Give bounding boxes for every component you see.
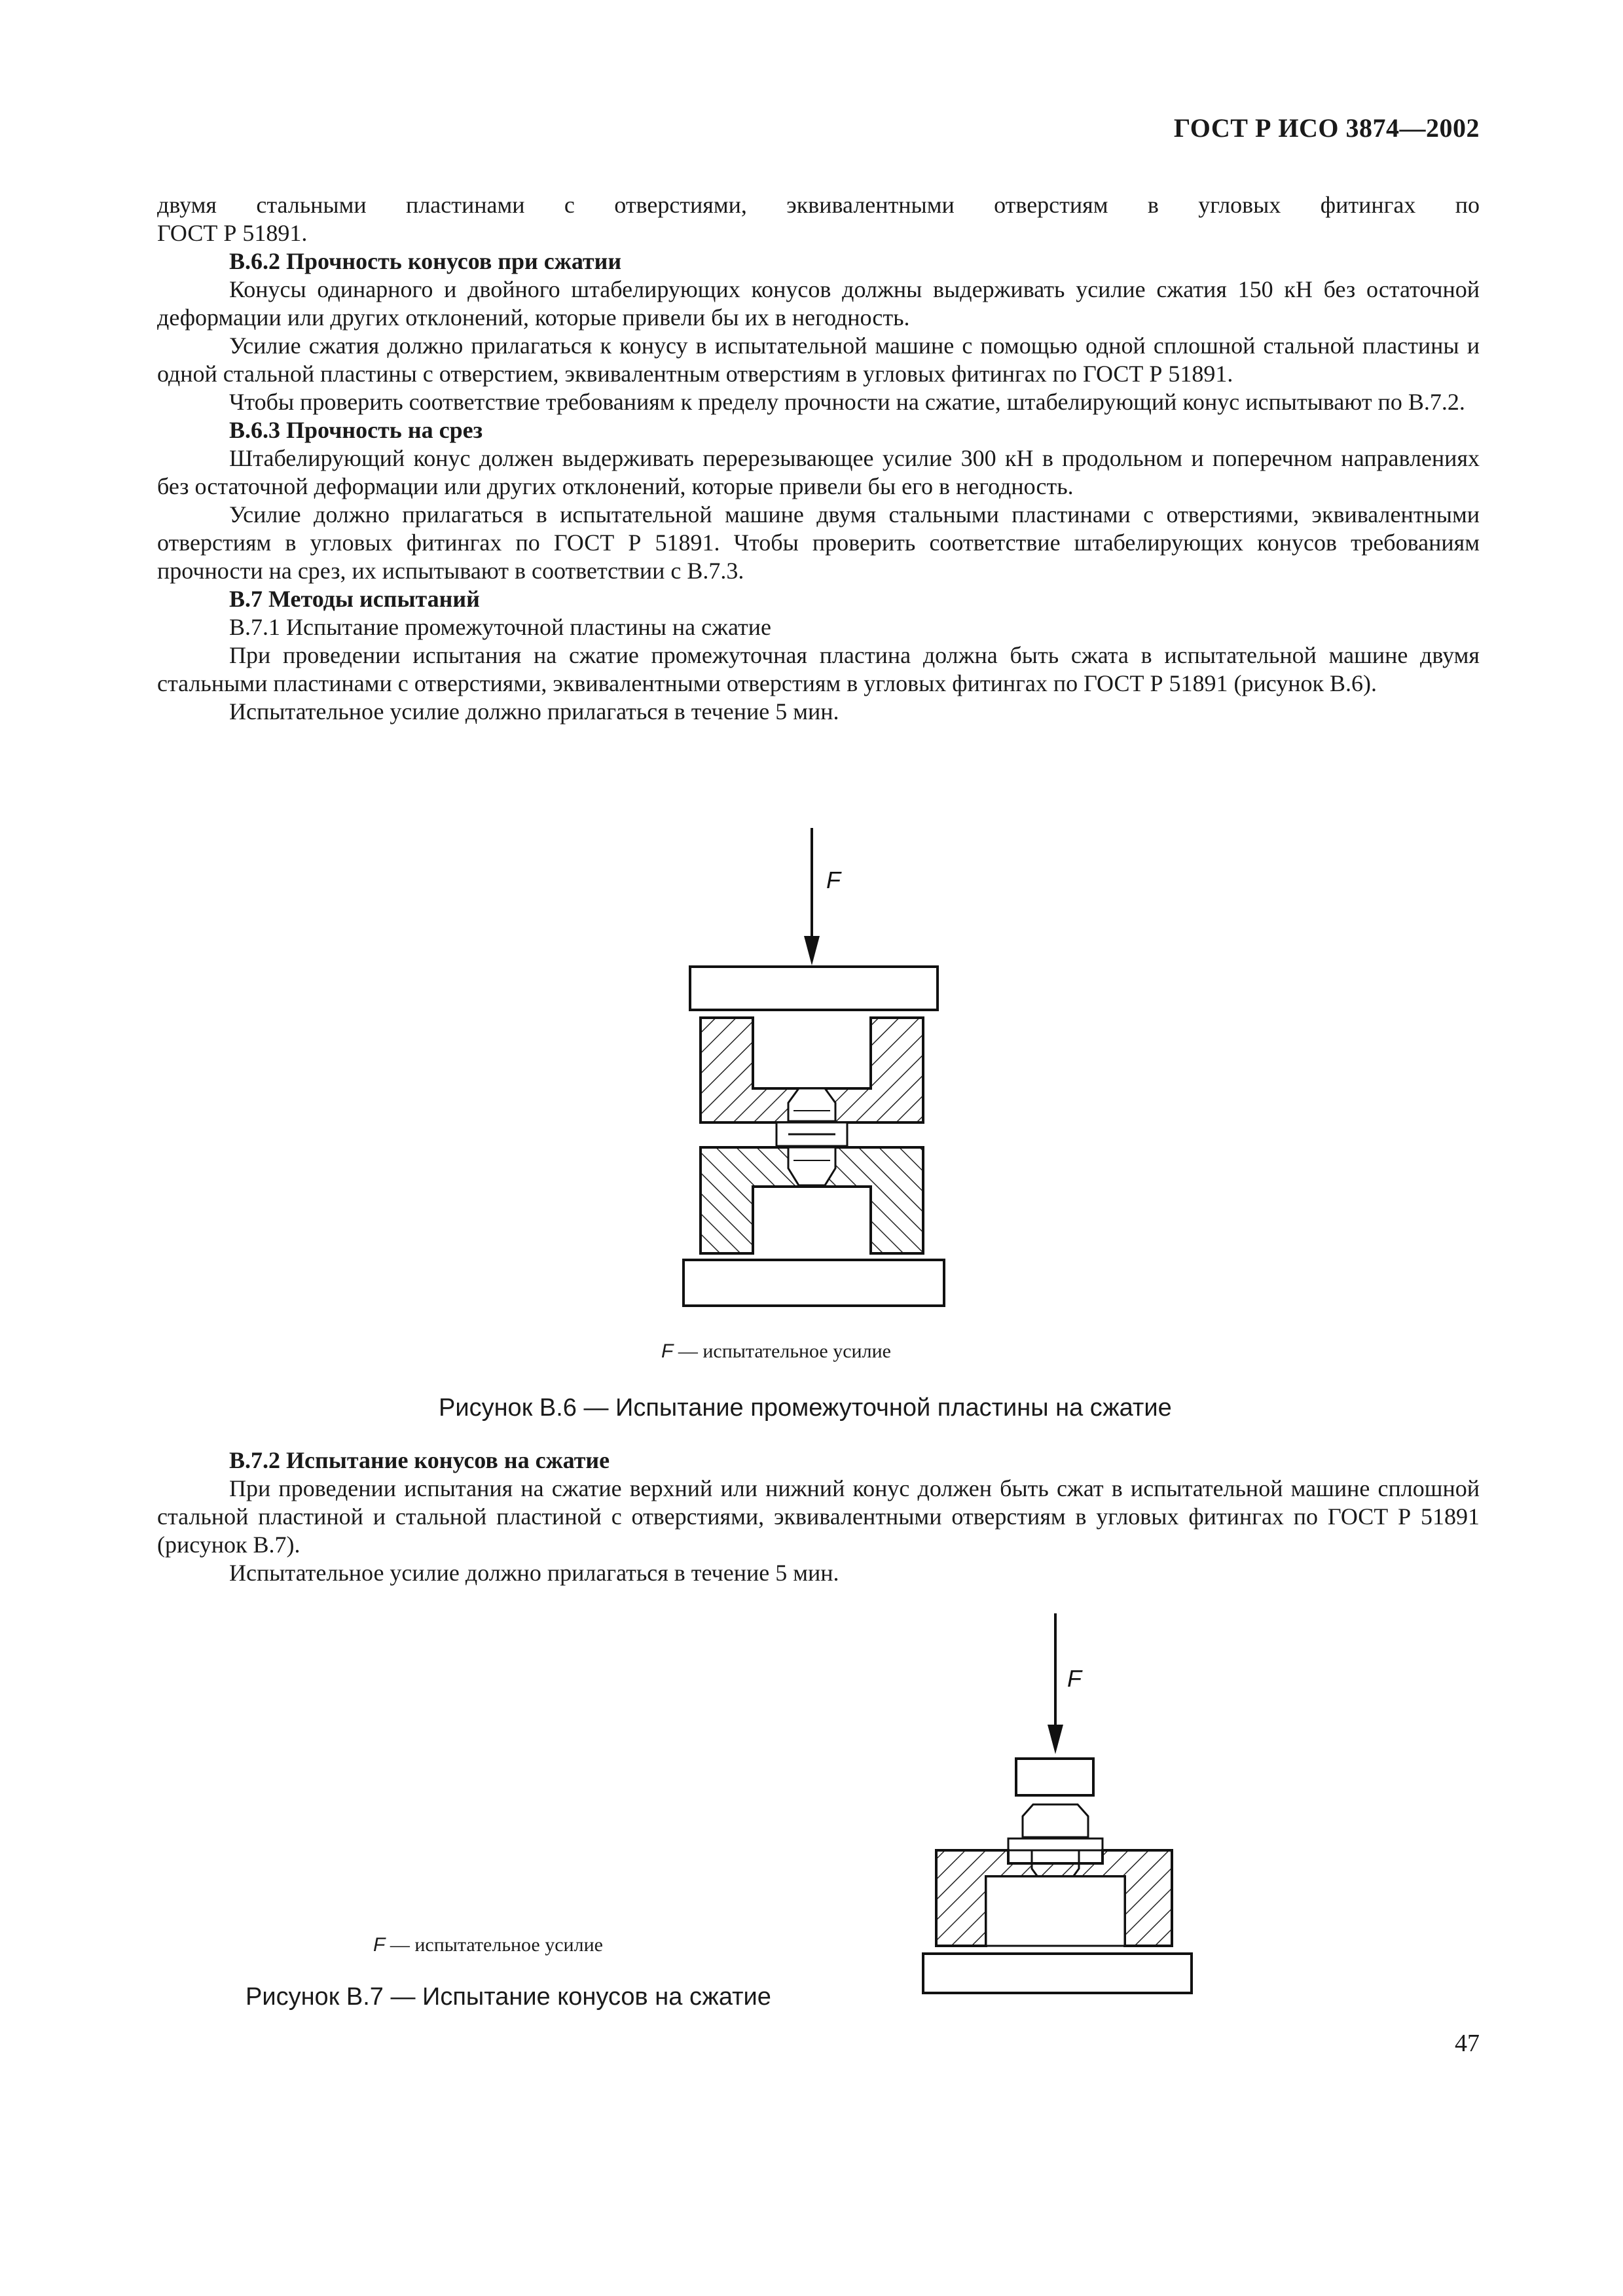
subheading-b71: В.7.1 Испытание промежуточной пластины на сжатие [229, 614, 772, 640]
figure-b7-caption: Рисунок В.7 — Испытание конусов на сжатие [246, 1983, 771, 2011]
force-arrow [1048, 1613, 1063, 1754]
paragraph-shear-test: Усилие должно прилагаться в испытательной машине двумя стальными пластинами с отверстиями, эквивалентными отверстиям в угловых фитингах по ГОСТ Р 51891. Чтобы проверить соответствие штабелирующих конусов требованиям прочности на срез, их испытывают в соответствии с В.7.3. [157, 501, 1480, 584]
heading-b72: В.7.2 Испытание конусов на сжатие [229, 1447, 610, 1473]
paragraph-cone-strength: Конусы одинарного и двойного штабелирующих конусов должны выдерживать усилие сжатия 150 кН без остаточной деформации или других отклонений, которые привели бы их в негодность. [157, 276, 1480, 331]
legend-symbol: F [661, 1340, 674, 1362]
force-label: F [1067, 1665, 1082, 1692]
top-plate [690, 967, 938, 1010]
figure-b6-diagram [681, 828, 956, 1312]
paragraph-compression-force: Усилие сжатия должно прилагаться к конусу в испытательной машине с помощью одной сплошной стальной пластины и одной стальной пластины с отверстием, эквивалентным отверстиям в угловых фитингах по ГОСТ Р 51891. [157, 332, 1480, 387]
cavity [986, 1876, 1125, 1946]
paragraph-test-duration: Испытательное усилие должно прилагаться в течение 5 мин. [229, 698, 839, 725]
legend-text: — испытательное усилие [385, 1934, 603, 1956]
heading-b63: В.6.3 Прочность на срез [229, 417, 483, 443]
paragraph-shear-strength: Штабелирующий конус должен выдерживать перерезывающее усилие 300 кН в продольном и поперечном направлениях без остаточной деформации или других отклонений, которые привели бы его в негодность. [157, 445, 1480, 499]
section-b6 [157, 191, 1480, 726]
paragraph-cone-test: При проведении испытания на сжатие верхний или нижний конус должен быть сжат в испытательной машине сплошной стальной пластиной и стальной пластиной с отверстиями, эквивалентными отверстиям в угловых фитингах по ГОСТ Р 51891 (рисунок В.7). [157, 1475, 1480, 1558]
legend-symbol: F [373, 1934, 386, 1956]
page-number: 47 [1455, 2030, 1480, 2057]
force-label: F [826, 867, 841, 893]
figure-b6-legend [661, 1340, 891, 1363]
bottom-plate [923, 1954, 1192, 1993]
top-plate [1016, 1759, 1093, 1795]
heading-b62: В.6.2 Прочность конусов при сжатии [229, 248, 622, 274]
figure-b7-diagram [917, 1613, 1205, 2006]
bottom-plate [684, 1260, 944, 1306]
figure-b6-caption: Рисунок В.6 — Испытание промежуточной пластины на сжатие [439, 1394, 1172, 1422]
paragraph-compliance-check: Чтобы проверить соответствие требованиям к пределу прочности на сжатие, штабелирующий конус испытывают по В.7.2. [229, 389, 1465, 415]
heading-b7: В.7 Методы испытаний [229, 586, 480, 612]
section-b72 [157, 1446, 1480, 1587]
legend-text: — испытательное усилие [673, 1340, 891, 1362]
paragraph-continuation-end: ГОСТ Р 51891. [157, 220, 308, 246]
paragraph-continuation: двумя стальными пластинами с отверстиями, эквивалентными отверстиям в угловых фитингах по [157, 192, 1480, 218]
figure-b7-legend [373, 1934, 603, 1956]
document-header: ГОСТ Р ИСО 3874—2002 [1173, 113, 1480, 143]
force-arrow [804, 828, 820, 965]
paragraph-plate-test: При проведении испытания на сжатие промежуточная пластина должна быть сжата в испытательной машине двумя стальными пластинами с отверстиями, эквивалентными отверстиям в угловых фитингах по ГОСТ Р 51891 (рисунок В.6). [157, 642, 1480, 696]
paragraph-cone-duration: Испытательное усилие должно прилагаться в течение 5 мин. [229, 1560, 839, 1586]
